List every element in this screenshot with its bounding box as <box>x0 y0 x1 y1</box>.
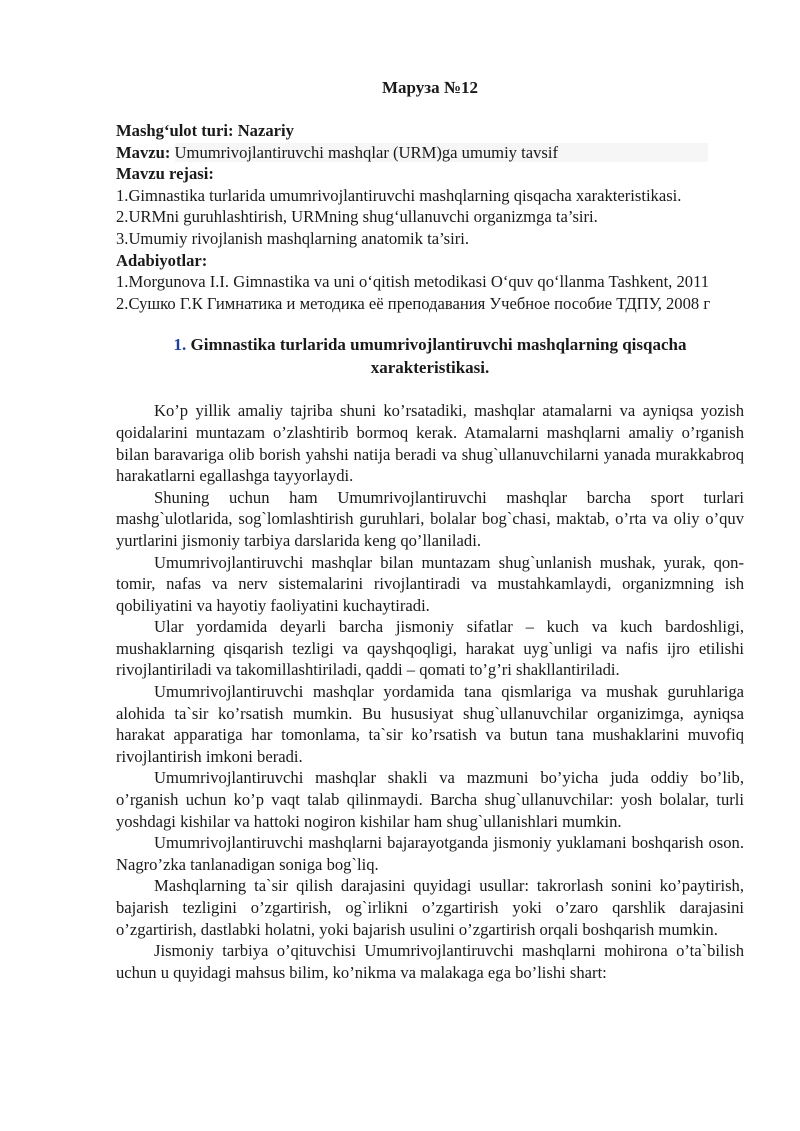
lecture-title: Маруза №12 <box>382 78 478 97</box>
session-type-row <box>116 120 744 142</box>
body-text <box>116 400 744 983</box>
section-number: 1. <box>173 335 187 355</box>
paragraph: Jismoniy tarbiya o’qituvchisi Umumrivojlantiruvchi mashqlarni mohirona o’ta`bilish uchun u quyidagi mahsus bilim, ko’nikma va malakaga ega bo’lishi shart: <box>116 941 744 982</box>
plan-item: 1.Gimnastika turlarida umumrivojlantiruvchi mashqlarning qisqacha xarakteristikasi. <box>116 185 682 205</box>
session-type-value: Nazariy <box>237 121 294 140</box>
paragraph: Umumrivojlantiruvchi mashqlar bilan muntazam shug`unlanish mushak, yurak, qon-tomir, nafas va nerv sistemalarini rivojlantiradi va mustahkamlaydi, organizmning ish qobiliyatini va hayotiy faoliyatini kuchaytiradi. <box>116 552 744 615</box>
paragraph: Umumrivojlantiruvchi mashqlarni bajarayotganda jismoniy yuklamani boshqarish oson. Nagro’zka tanlanadigan soniga bog`liq. <box>116 833 744 874</box>
paragraph: Ko’p yillik amaliy tajriba shuni ko’rsatadiki, mashqlar atamalarni va ayniqsa yozish qoidalarini muntazam o’zlashtirib bormoq kerak. Atamalarni mashqlarni amaliy o’rganish bilan baravariga olib borish yahshi natija beradi va shug`ullanuvchilarni yanada murakkabroq harakatlarni egallashga tayyorlaydi. <box>116 401 744 486</box>
literature-label: Adabiyotlar: <box>116 250 208 270</box>
paragraph: Shuning uchun ham Umumrivojlantiruvchi mashqlar barcha sport turlari mashg`ulotlarida, sog`lomlashtirish guruhlari, bolalar bog`chasi, maktab, o’rta va oliy o’quv yurtlarini jismoniy tarbiya darslarida keng qo’llaniladi. <box>116 487 744 550</box>
paragraph: Umumrivojlantiruvchi mashqlar shakli va mazmuni bo’yicha juda oddiy bo’lib, o’rganish uchun ko’p vaqt talab qilinmaydi. Barcha shug`ullanuvchilar: yosh bolalar, turli yoshdagi kishilar va hattoki nogiron kishilar ham shug`ullanishlari mumkin. <box>116 768 744 831</box>
section-heading <box>146 333 714 379</box>
topic-label: Mavzu: <box>116 142 171 162</box>
paragraph: Mashqlarning ta`sir qilish darajasini quyidagi usullar: takrorlash sonini ko’paytirish, bajarish tezligini o’zgartirish, og`irlikni o’zgartirish yoki o’zaro qarshlik darajasini o’zgartirish, dastlabki holatni, yoki bajarish usulini o’zgartirish orqali boshqarish mumkin. <box>116 876 744 939</box>
paragraph: Umumrivojlantiruvchi mashqlar yordamida tana qismlariga va mushak guruhlariga alohida ta`sir ko’rsatish mumkin. Bu hususiyat shug`ullanuvchilar organizimga, ayniqsa harakat apparatiga har tomonlama, ta`sir ko’rsatish va butun tana mushaklarini muvofiq rivojlantirish imkoni beradi. <box>116 682 744 766</box>
plan-item: 3.Umumiy rivojlanish mashqlarning anatomik ta’siri. <box>116 228 470 248</box>
topic-value: Umumrivojlantiruvchi mashqlar (URM)ga umumiy tavsif <box>175 143 708 162</box>
literature-item: 2.Сушко Г.К Гимнатика и методика её преподавания Учебное пособие ТДПУ, 2008 г <box>116 293 711 313</box>
paragraph: Ular yordamida deyarli barcha jismoniy sifatlar – kuch va kuch bardoshligi, mushaklarning qisqarish tezligi va qayshqoqligi, harakat uyg`unligi va nafis ijro etilishi rivojlantiriladi va takomillashtiriladi, qaddi – qomati to’g’ri shakllantiriladi. <box>116 617 744 680</box>
plan-item: 2.URMni guruhlashtirish, URMning shug‘ullanuvchi organizmga ta’siri. <box>116 207 598 227</box>
section-title: Gimnastika turlarida umumrivojlantiruvchi mashqlarning qisqacha xarakteristikasi. <box>190 335 687 378</box>
topic-row <box>116 142 744 164</box>
session-type-label: Mashg‘ulot turi: <box>116 121 234 140</box>
plan-label: Mavzu rejasi: <box>116 164 214 184</box>
lecture-meta <box>116 120 744 314</box>
literature-item: 1.Morgunova I.I. Gimnastika va uni o‘qitish metodikasi O‘quv qo‘llanma Tashkent, 2011 <box>116 272 710 292</box>
